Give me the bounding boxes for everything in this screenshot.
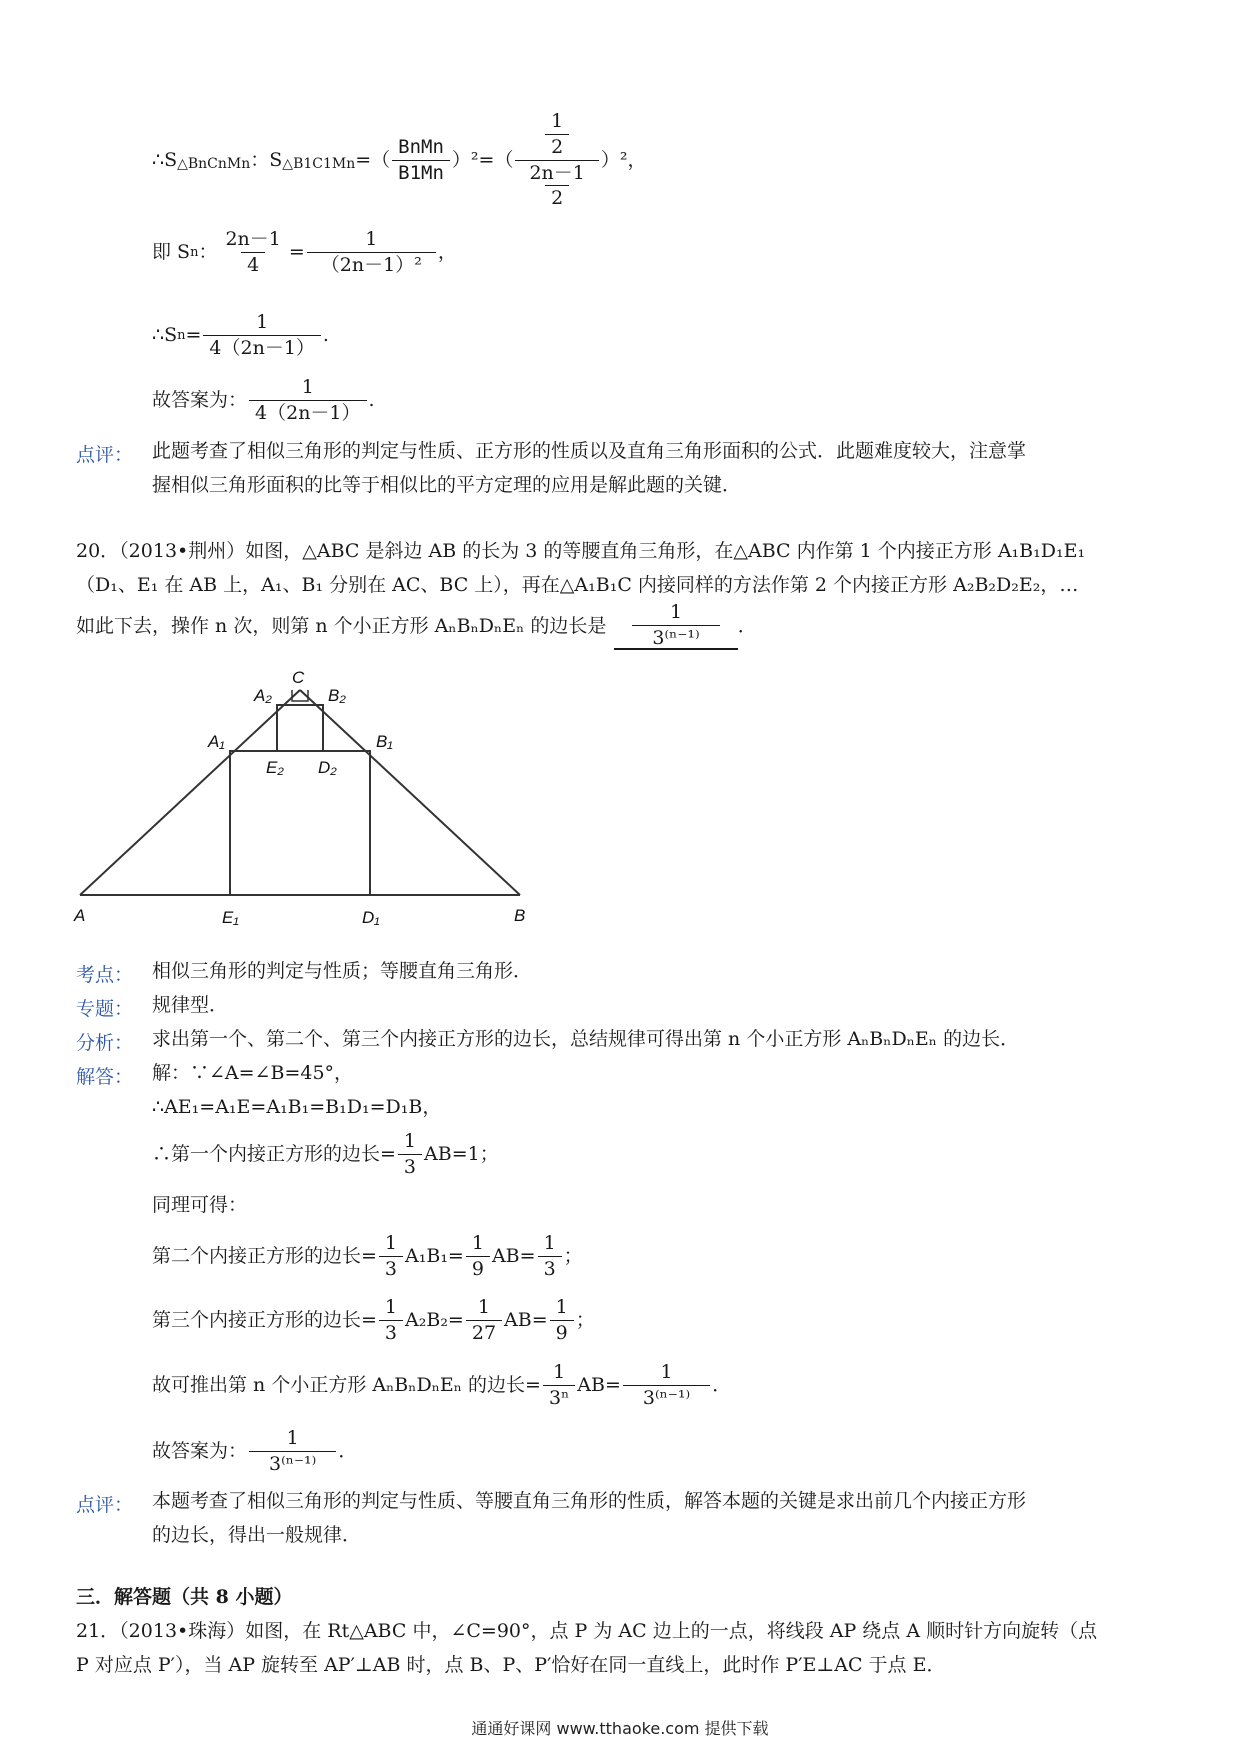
sn-result-fraction: $\frac{1}{4(2n-1)}$ bbox=[203, 312, 321, 359]
ratio-sub2: △B1C1Mn bbox=[282, 156, 356, 172]
label-b: B bbox=[514, 906, 526, 925]
ratio-line bbox=[152, 109, 647, 210]
q20-line-2: （D₁、E₁ 在 AB 上，A₁、B₁ 分别在 AC、BC 上），再在△A₁B₁C 内接同样的方法作第 2 个内接正方形 A₂B₂D₂E₂，… bbox=[76, 574, 1079, 596]
label-a1: A₁ bbox=[208, 732, 225, 751]
section-3-heading: 三．解答题（共 8 小题） bbox=[76, 1586, 293, 1608]
label-d2: D₂ bbox=[318, 758, 337, 777]
square-2 bbox=[277, 705, 323, 751]
sn-result-line: ∴S n = $\frac{1}{4(2n-1)}$ . bbox=[152, 310, 329, 359]
review-text-top-1: 此题考查了相似三角形的判定与性质、正方形的性质以及直角三角形面积的公式．此题难度较大，注意掌 bbox=[152, 440, 1027, 462]
step-5: 第二个内接正方形的边长= $\frac{1}{3}$ A₁B₁= $\frac{1}{9}$ AB= $\frac{1}{3}$ ； bbox=[152, 1231, 583, 1280]
q21-line-1: 21．（2013•珠海）如图，在 Rt△ABC 中，∠C=90°，点 P 为 AC 边上的一点，将线段 AP 绕点 A 顺时针方向旋转（点 bbox=[76, 1620, 1098, 1642]
label-c: C bbox=[292, 668, 305, 687]
kaodian-label: 考点： bbox=[76, 964, 134, 986]
ratio-mid: ：S bbox=[250, 148, 283, 171]
q21-line-2: P 对应点 P′），当 AP 旋转至 AP′⊥AB 时，点 B、P、P′恰好在同一直线上，此时作 P′E⊥AC 于点 E． bbox=[76, 1654, 946, 1676]
step-8: 故答案为： $\frac{1}{\text{3⁽ⁿ⁻¹⁾}}$ ． bbox=[152, 1426, 358, 1475]
triangle-squares-figure bbox=[70, 665, 550, 935]
step-6: 第三个内接正方形的边长= $\frac{1}{3}$ A₂B₂= $\frac{1}{27}$ AB= $\frac{1}{9}$ ； bbox=[152, 1295, 595, 1344]
square-1 bbox=[230, 751, 370, 895]
zhuanti-label: 专题： bbox=[76, 998, 134, 1020]
label-d1: D₁ bbox=[362, 908, 380, 927]
jieda-label: 解答： bbox=[76, 1066, 134, 1088]
label-a2: A₂ bbox=[254, 686, 272, 705]
side-bc bbox=[300, 690, 520, 895]
answer-blank bbox=[614, 602, 737, 651]
label-e2: E₂ bbox=[266, 758, 284, 777]
label-a: A bbox=[74, 906, 86, 925]
page-footer: 通通好课网 www.tthaoke.com 提供下载 bbox=[471, 1719, 769, 1738]
fenxi-label: 分析： bbox=[76, 1032, 134, 1054]
ratio-fraction-1: $\frac{\text{BnMn}}{B1Mn}$ bbox=[392, 137, 450, 184]
step-7: 故可推出第 n 个小正方形 AₙBₙDₙEₙ 的边长= $\frac{1}{\text{3ⁿ}}$ AB= $\frac{1}{\text{3⁽ⁿ⁻¹⁾}}$ ． bbox=[152, 1360, 732, 1409]
review-text-q20-1: 本题考查了相似三角形的判定与性质、等腰直角三角形的性质，解答本题的关键是求出前几个内接正方形 bbox=[152, 1490, 1027, 1512]
label-e1: E₁ bbox=[222, 908, 239, 927]
zhuanti-text: 规律型． bbox=[152, 994, 229, 1016]
ratio-eq: =（ bbox=[355, 148, 391, 171]
sn-fraction-2: $\frac{1}{\text{（2n－1）²}}$ bbox=[307, 229, 436, 276]
ratio-prefix: ∴S bbox=[152, 148, 178, 171]
step-1: 解：∵∠A=∠B=45°， bbox=[152, 1062, 354, 1084]
side-ac bbox=[80, 690, 300, 895]
q20-line-3: 如此下去，操作 n 次，则第 n 个小正方形 AₙBₙDₙEₙ 的边长是 $\frac{1}{\text{3⁽ⁿ⁻¹⁾}}$ ． bbox=[76, 600, 757, 649]
sn-fraction-1: $\frac{2n-1}{4}$ bbox=[225, 227, 281, 276]
sn-line: 即 S n ： $\frac{2n-1}{4}$ = $\frac{1}{\text{（2n－1）²}}$ ， bbox=[152, 227, 457, 276]
review-text-q20-2: 的边长，得出一般规律． bbox=[152, 1524, 362, 1546]
q20-line-1: 20．（2013•荆州）如图，△ABC 是斜边 AB 的长为 3 的等腰直角三角形，在△ABC 内作第 1 个内接正方形 A₁B₁D₁E₁ bbox=[76, 540, 1086, 562]
review-label-q20: 点评： bbox=[76, 1494, 134, 1516]
fenxi-text: 求出第一个、第二个、第三个内接正方形的边长，总结规律可得出第 n 个小正方形 AₙBₙDₙEₙ 的边长． bbox=[152, 1028, 1020, 1050]
review-label-top: 点评： bbox=[76, 444, 134, 466]
ratio-pow: ）²=（ bbox=[451, 148, 514, 171]
step-2: ∴AE₁=A₁E=A₁B₁=B₁D₁=D₁B， bbox=[152, 1096, 442, 1118]
answer-line-top: 故答案为： $\frac{1}{4(2n-1)}$ . bbox=[152, 375, 375, 424]
q20-answer-fraction: $\frac{1}{\text{3⁽ⁿ⁻¹⁾}}$ bbox=[632, 602, 719, 649]
ratio-fraction-2: $\frac{\frac{1}{2}}{\frac{2n-1}{2}}$ bbox=[515, 111, 598, 210]
label-b2: B₂ bbox=[328, 686, 346, 705]
ratio-sub1: △BnCnMn bbox=[177, 156, 251, 172]
kaodian-text: 相似三角形的判定与性质；等腰直角三角形． bbox=[152, 960, 533, 982]
label-b1: B₁ bbox=[376, 732, 393, 751]
step-4: 同理可得： bbox=[152, 1194, 248, 1216]
answer-fraction-top: $\frac{1}{4(2n-1)}$ bbox=[249, 377, 367, 424]
step-3: ∴第一个内接正方形的边长= $\frac{1}{3}$ AB=1； bbox=[152, 1129, 499, 1178]
ratio-end: ）²， bbox=[600, 148, 647, 171]
review-text-top-2: 握相似三角形面积的比等于相似比的平方定理的应用是解此题的关键． bbox=[152, 474, 742, 496]
